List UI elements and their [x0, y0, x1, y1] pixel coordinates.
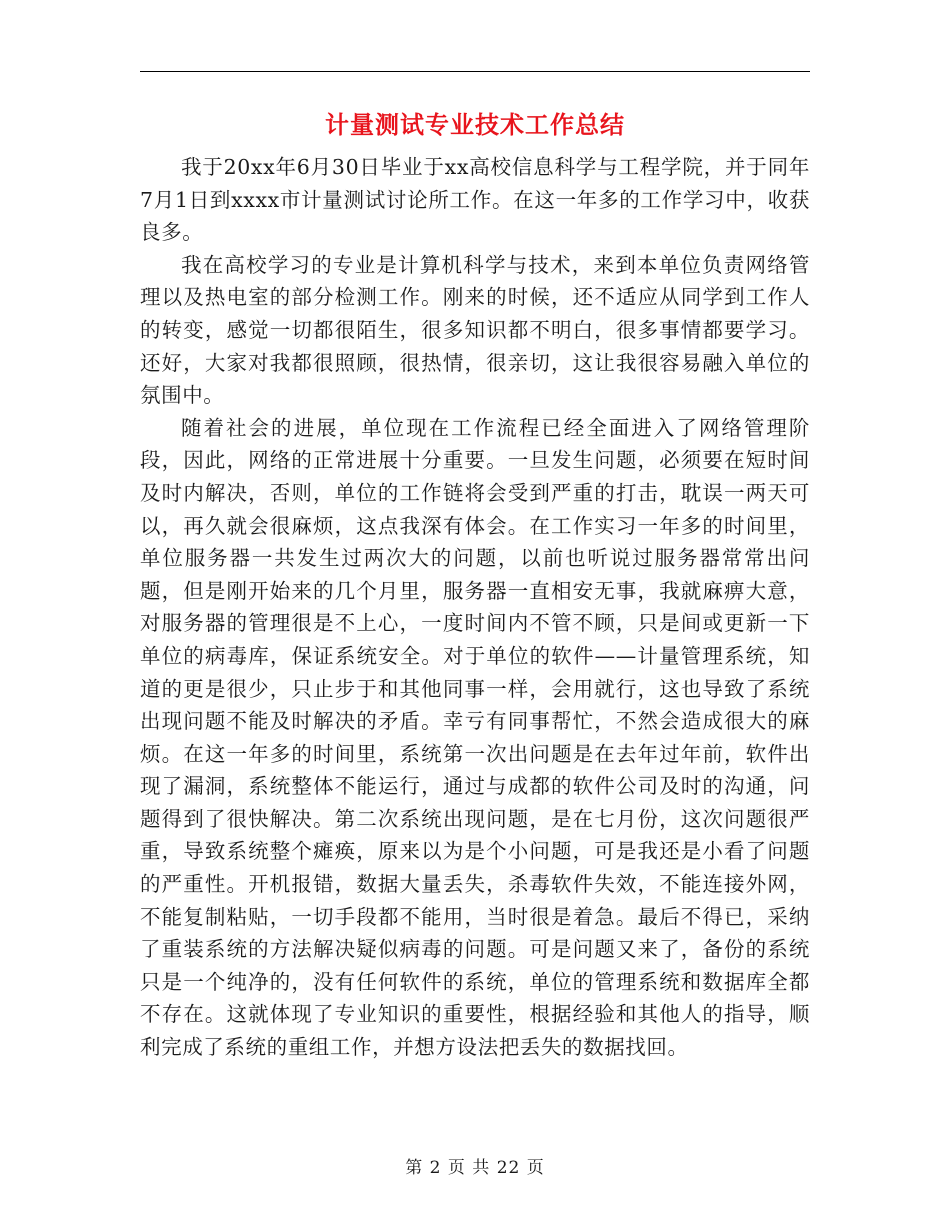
- paragraph: 随着社会的进展，单位现在工作流程已经全面进入了网络管理阶段，因此，网络的正常进展十分重要。一旦发生问题，必须要在短时间及时内解决，否则，单位的工作链将会受到严重的打击，耽误一两天可以，再久就会很麻烦，这点我深有体会。在工作实习一年多的时间里，单位服务器一共发生过两次大的问题，以前也听说过服务器常常出问题，但是刚开始来的几个月里，服务器一直相安无事，我就麻痹大意，对服务器的管理很是不上心，一度时间内不管不顾，只是间或更新一下单位的病毒库，保证系统安全。对于单位的软件——计量管理系统，知道的更是很少，只止步于和其他同事一样，会用就行，这也导致了系统出现问题不能及时解决的矛盾。幸亏有同事帮忙，不然会造成很大的麻烦。在这一年多的时间里，系统第一次出问题是在去年过年前，软件出现了漏洞，系统整体不能运行，通过与成都的软件公司及时的沟通，问题得到了很快解决。第二次系统出现问题，是在七月份，这次问题很严重，导致系统整个瘫痪，原来以为是个小问题，可是我还是小看了问题的严重性。开机报错，数据大量丢失，杀毒软件失效，不能连接外网，不能复制粘贴，一切手段都不能用，当时很是着急。最后不得已，采纳了重装系统的方法解决疑似病毒的问题。可是问题又来了，备份的系统只是一个纯净的，没有任何软件的系统，单位的管理系统和数据库全都不存在。这就体现了专业知识的重要性，根据经验和其他人的指导，顺利完成了系统的重组工作，并想方设法把丢失的数据找回。: [140, 415, 810, 1060]
- paragraph: 我于20xx年6月30日毕业于xx高校信息科学与工程学院，并于同年7月1日到xxxx市计量测试讨论所工作。在这一年多的工作学习中，收获良多。: [140, 155, 810, 245]
- page-footer: [140, 1153, 810, 1178]
- header-rule: [140, 71, 810, 72]
- paragraph: 我在高校学习的专业是计算机科学与技术，来到本单位负责网络管理以及热电室的部分检测工作。刚来的时候，还不适应从同学到工作人的转变，感觉一切都很陌生，很多知识都不明白，很多事情都要学习。还好，大家对我都很照顾，很热情，很亲切，这让我很容易融入单位的氛围中。: [140, 252, 810, 408]
- document-body: [140, 151, 810, 1064]
- document-title: 计量测试专业技术工作总结: [325, 110, 625, 139]
- page-number-label: 第 2 页 共 22 页: [405, 1158, 545, 1178]
